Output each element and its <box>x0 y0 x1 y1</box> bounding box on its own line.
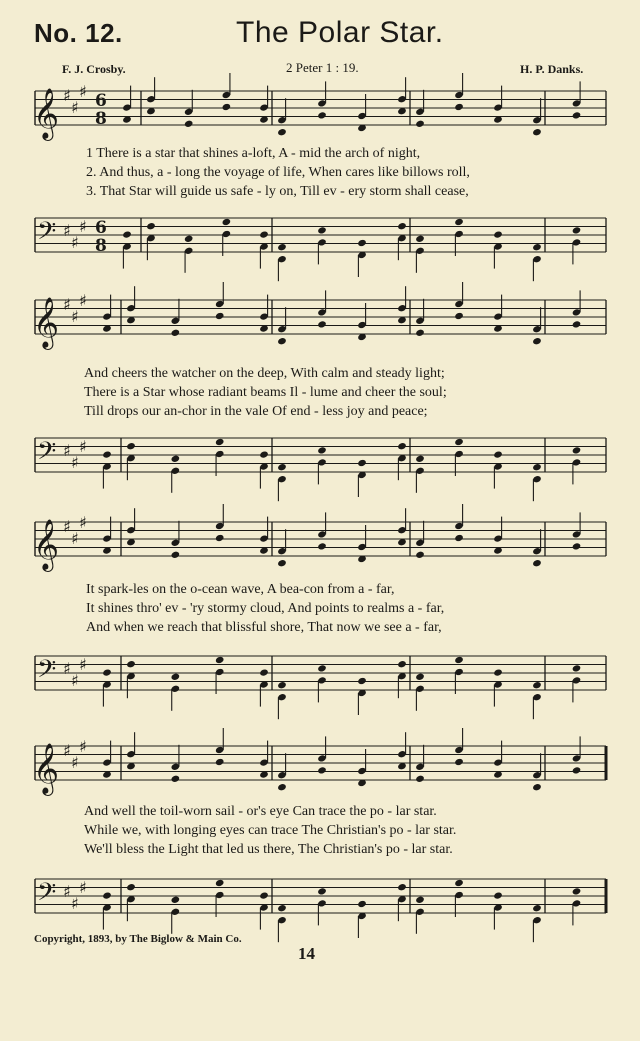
note-head <box>454 656 464 664</box>
note-head <box>171 896 181 904</box>
sharp-icon: ♯ <box>63 441 71 460</box>
sharp-icon: ♯ <box>71 671 79 690</box>
bass-clef-icon: 𝄢 <box>37 217 57 252</box>
bass-clef-icon: 𝄢 <box>37 655 57 690</box>
note-head <box>532 559 542 567</box>
time-signature-top: 6 <box>95 218 107 238</box>
note-head <box>259 450 269 458</box>
note-head <box>415 775 425 783</box>
note-head <box>454 879 464 887</box>
lyric-line: Till drops our an-chor in the vale Of end - less joy and peace; <box>84 404 428 419</box>
note-head <box>215 534 225 542</box>
treble-staff-1 <box>0 82 640 145</box>
time-signature-bottom: 8 <box>95 236 107 256</box>
lyric-line: There is a Star whose radiant beams Il - lume and cheer the soul; <box>84 385 447 400</box>
treble-staff-4 <box>0 737 640 800</box>
hymn-number: No. 12. <box>34 18 123 48</box>
note-head <box>415 329 425 337</box>
note-head <box>454 534 464 542</box>
lyric-line: We'll bless the Light that led us there, The Christian's po - lar star. <box>84 842 453 857</box>
note-head <box>493 668 503 676</box>
lyric-line: It shines thro' ev - 'ry stormy cloud, And points to realms a - far, <box>86 601 445 616</box>
note-head <box>277 243 287 251</box>
sharp-icon: ♯ <box>71 233 79 252</box>
note-head <box>126 883 136 891</box>
note-head <box>222 103 232 111</box>
scripture-reference: 2 Peter 1 : 19. <box>286 60 359 75</box>
note-head <box>454 758 464 766</box>
sharp-icon: ♯ <box>63 221 71 240</box>
lyric-line: It spark-les on the o-cean wave, A bea-con from a - far, <box>86 582 395 597</box>
bass-staff-1 <box>0 212 640 272</box>
note-head <box>215 312 225 320</box>
note-head <box>317 320 327 328</box>
note-head <box>259 230 269 238</box>
sharp-icon: ♯ <box>71 98 79 117</box>
note-head <box>357 239 367 247</box>
sharp-icon: ♯ <box>71 529 79 548</box>
note-head <box>454 103 464 111</box>
note-head <box>277 783 287 791</box>
note-head <box>532 243 542 251</box>
note-head <box>215 758 225 766</box>
lyric-line: 1 There is a star that shines a-loft, A - mid the arch of night, <box>86 146 421 161</box>
treble-clef-icon: 𝄞 <box>33 743 60 794</box>
sharp-icon: ♯ <box>71 453 79 472</box>
note-head <box>102 891 112 899</box>
note-head <box>532 128 542 136</box>
sharp-icon: ♯ <box>63 517 71 536</box>
note-head <box>102 668 112 676</box>
sharp-icon: ♯ <box>71 753 79 772</box>
sharp-icon: ♯ <box>79 513 87 532</box>
note-head <box>317 766 327 774</box>
note-head <box>572 887 582 895</box>
note-head <box>317 226 327 234</box>
treble-staff-3 <box>0 513 640 576</box>
note-head <box>357 677 367 685</box>
note-head <box>415 455 425 463</box>
note-head <box>277 681 287 689</box>
note-head <box>493 891 503 899</box>
treble-staff-2 <box>0 291 640 354</box>
sharp-icon: ♯ <box>63 741 71 760</box>
bass-staff-4 <box>0 873 640 933</box>
lyric-line: And cheers the watcher on the deep, With calm and steady light; <box>84 366 445 381</box>
note-head <box>357 900 367 908</box>
sharp-icon: ♯ <box>71 307 79 326</box>
note-head <box>397 442 407 450</box>
note-head <box>171 775 181 783</box>
note-head <box>184 235 194 243</box>
note-head <box>454 312 464 320</box>
note-head <box>126 442 136 450</box>
note-head <box>532 783 542 791</box>
note-head <box>122 230 132 238</box>
note-head <box>215 879 225 887</box>
note-head <box>572 226 582 234</box>
treble-clef-icon: 𝄞 <box>33 88 60 139</box>
note-head <box>215 656 225 664</box>
note-head <box>415 673 425 681</box>
note-head <box>572 320 582 328</box>
note-head <box>532 463 542 471</box>
treble-clef-icon: 𝄞 <box>33 297 60 348</box>
note-head <box>146 222 156 230</box>
bass-staff-3 <box>0 650 640 710</box>
lyric-line: While we, with longing eyes can trace The Christian's po - lar star. <box>84 823 457 838</box>
sharp-icon: ♯ <box>63 295 71 314</box>
note-head <box>317 887 327 895</box>
hymn-title: The Polar Star. <box>236 16 444 49</box>
note-head <box>415 896 425 904</box>
sharp-icon: ♯ <box>79 655 87 674</box>
note-head <box>454 438 464 446</box>
note-head <box>259 891 269 899</box>
sharp-icon: ♯ <box>79 437 87 456</box>
note-head <box>317 446 327 454</box>
sharp-icon: ♯ <box>63 659 71 678</box>
sharp-icon: ♯ <box>79 217 87 236</box>
note-head <box>415 235 425 243</box>
note-head <box>102 450 112 458</box>
sharp-icon: ♯ <box>63 882 71 901</box>
treble-clef-icon: 𝄞 <box>33 519 60 570</box>
note-head <box>222 218 232 226</box>
note-head <box>397 883 407 891</box>
note-head <box>454 218 464 226</box>
note-head <box>317 542 327 550</box>
lyric-line: 3. That Star will guide us safe - ly on, Till ev - ery storm shall cease, <box>86 184 469 199</box>
note-head <box>532 904 542 912</box>
note-head <box>493 230 503 238</box>
note-head <box>572 111 582 119</box>
time-signature-top: 6 <box>95 91 107 111</box>
note-head <box>317 664 327 672</box>
bass-staff-2 <box>0 432 640 492</box>
note-head <box>277 128 287 136</box>
note-head <box>415 551 425 559</box>
note-head <box>277 337 287 345</box>
note-head <box>397 222 407 230</box>
note-head <box>171 455 181 463</box>
lyric-line: And when we reach that blissful shore, That now we see a - far, <box>86 620 442 635</box>
note-head <box>277 904 287 912</box>
time-signature-bottom: 8 <box>95 109 107 129</box>
note-head <box>126 660 136 668</box>
note-head <box>397 660 407 668</box>
note-head <box>184 120 194 128</box>
lyric-line: And well the toil-worn sail - or's eye Can trace the po - lar star. <box>84 804 437 819</box>
note-head <box>171 551 181 559</box>
note-head <box>171 673 181 681</box>
note-head <box>357 459 367 467</box>
note-head <box>215 438 225 446</box>
lyricist-credit: F. J. Crosby. <box>62 62 126 76</box>
sharp-icon: ♯ <box>79 291 87 310</box>
note-head <box>532 337 542 345</box>
note-head <box>415 120 425 128</box>
note-head <box>277 463 287 471</box>
sharp-icon: ♯ <box>79 737 87 756</box>
note-head <box>171 329 181 337</box>
note-head <box>572 542 582 550</box>
note-head <box>259 668 269 676</box>
bass-clef-icon: 𝄢 <box>37 878 57 913</box>
lyric-line: 2. And thus, a - long the voyage of life, When cares like billows roll, <box>86 165 470 180</box>
note-head <box>572 446 582 454</box>
copyright-notice: Copyright, 1893, by The Biglow & Main Co. <box>34 933 242 945</box>
note-head <box>572 766 582 774</box>
sharp-icon: ♯ <box>79 878 87 897</box>
bass-clef-icon: 𝄢 <box>37 437 57 472</box>
composer-credit: H. P. Danks. <box>520 62 584 76</box>
note-head <box>317 111 327 119</box>
sharp-icon: ♯ <box>71 894 79 913</box>
note-head <box>493 450 503 458</box>
note-head <box>532 681 542 689</box>
sharp-icon: ♯ <box>63 86 71 105</box>
sharp-icon: ♯ <box>79 82 87 101</box>
note-head <box>572 664 582 672</box>
page-number: 14 <box>298 944 315 963</box>
note-head <box>277 559 287 567</box>
